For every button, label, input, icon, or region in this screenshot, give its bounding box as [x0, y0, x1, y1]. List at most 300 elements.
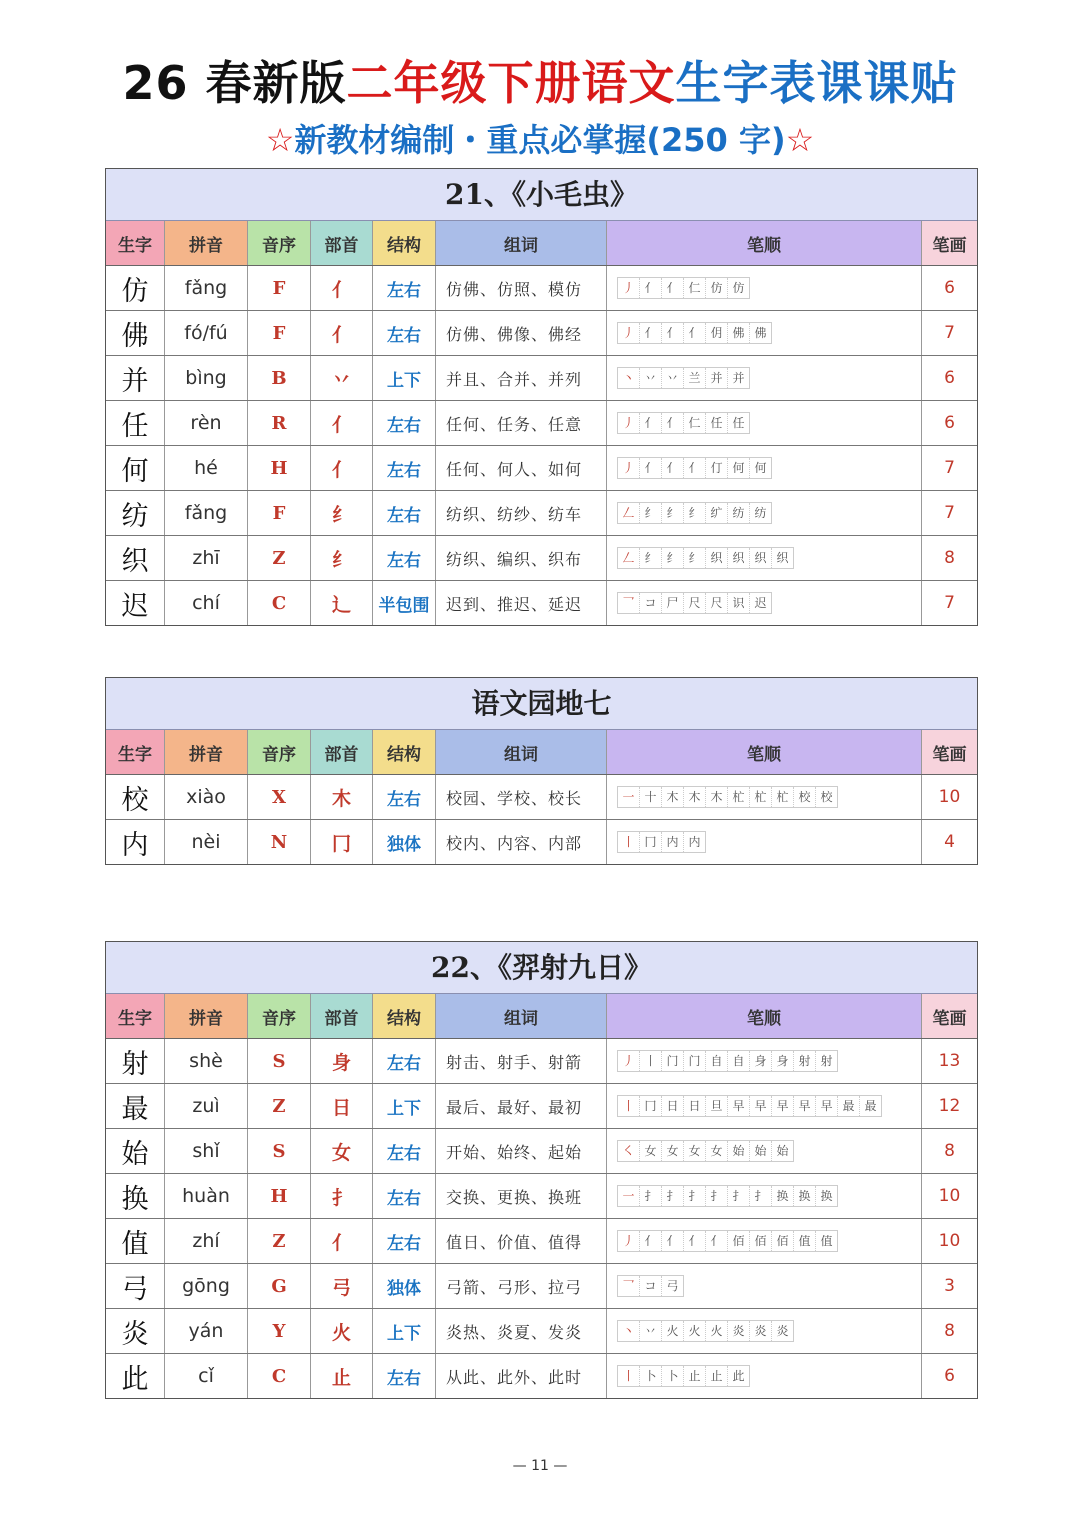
bishun-cell [607, 1354, 922, 1398]
bushou-cell: 纟 [311, 491, 373, 535]
bihua-cell: 7 [944, 503, 955, 523]
stroke-step: 织 [776, 551, 789, 565]
stroke-step: 早 [750, 1096, 772, 1116]
stroke-step: 亻 [684, 1231, 706, 1251]
stroke-step: 杧 [772, 787, 794, 807]
header-jiegou: 结构 [373, 730, 436, 774]
jiegou-cell: 左右 [373, 266, 436, 310]
stroke-step: 扌 [662, 1186, 684, 1206]
stroke-step: 射 [794, 1051, 816, 1071]
stroke-step: 值 [820, 1234, 833, 1248]
stroke-step: 女 [662, 1141, 684, 1161]
stroke-step: 仁 [684, 413, 706, 433]
jiegou-cell: 左右 [373, 1354, 436, 1398]
header-bushou: 部首 [311, 730, 373, 774]
stroke-step: 纟 [640, 548, 662, 568]
stroke-step: 最 [864, 1099, 877, 1113]
bihua-cell: 7 [944, 323, 955, 343]
stroke-step: 亻 [662, 413, 684, 433]
stroke-step: 佛 [728, 323, 750, 343]
table-row [106, 581, 977, 625]
bushou-cell: 亻 [311, 446, 373, 490]
title-part3: 生字表课课贴 [675, 56, 958, 110]
stroke-step: 换 [820, 1189, 833, 1203]
page-number: — 11 — [512, 1458, 568, 1474]
stroke-step: 亻 [640, 323, 662, 343]
table-row [106, 401, 977, 446]
lesson-table-21 [105, 168, 978, 626]
character-cell: 内 [106, 820, 165, 864]
stroke-step: 冂 [640, 832, 662, 852]
table-row [106, 775, 977, 820]
title-part1: 26 春新版 [122, 56, 347, 110]
stroke-step: 𠃋 [618, 503, 640, 523]
stroke-order-strip [617, 457, 772, 479]
pinyin-cell: yán [165, 1309, 248, 1353]
yinxu-cell: C [248, 581, 311, 625]
jiegou-cell: 上下 [373, 1309, 436, 1353]
stroke-step: 炎 [750, 1321, 772, 1341]
zuci-cell: 纺织、纺纱、纺车 [436, 491, 607, 535]
stroke-step: 内 [688, 835, 701, 849]
stroke-step: 止 [706, 1366, 728, 1386]
table-row [106, 1174, 977, 1219]
stroke-step: 迟 [754, 596, 767, 610]
bishun-cell [607, 491, 922, 535]
bushou-cell: 亻 [311, 266, 373, 310]
jiegou-cell: 左右 [373, 491, 436, 535]
table-row [106, 536, 977, 581]
header-bihua: 笔画 [922, 730, 977, 774]
stroke-step: 炎 [776, 1324, 789, 1338]
header-zuci: 组词 [436, 730, 607, 774]
stroke-step: 木 [706, 787, 728, 807]
stroke-order-strip [617, 1050, 838, 1072]
header-char: 生字 [106, 221, 165, 265]
stroke-step: 丨 [618, 1096, 640, 1116]
page-subtitle [0, 118, 1080, 162]
title-part2: 二年级下册语文 [346, 56, 676, 110]
table-row [106, 1264, 977, 1309]
stroke-order-strip [617, 547, 794, 569]
stroke-order-strip [617, 1185, 838, 1207]
stroke-step: 门 [662, 1051, 684, 1071]
zuci-cell: 仿佛、仿照、模仿 [436, 266, 607, 310]
stroke-step: 射 [820, 1054, 833, 1068]
header-yinxu: 音序 [248, 730, 311, 774]
stroke-step: 并 [706, 368, 728, 388]
character-cell: 迟 [106, 581, 165, 625]
bihua-cell: 6 [944, 278, 955, 298]
header-jiegou: 结构 [373, 221, 436, 265]
bishun-cell [607, 581, 922, 625]
stroke-step: 亻 [706, 1231, 728, 1251]
header-pinyin: 拼音 [165, 221, 248, 265]
stroke-step: コ [640, 1276, 662, 1296]
table-row [106, 491, 977, 536]
stroke-step: 丷 [640, 1321, 662, 1341]
zuci-cell: 炎热、炎夏、发炎 [436, 1309, 607, 1353]
stroke-step: 火 [706, 1321, 728, 1341]
stroke-step: 任 [706, 413, 728, 433]
bishun-cell [607, 1219, 922, 1263]
stroke-step: 扌 [728, 1186, 750, 1206]
stroke-step: 纟 [662, 548, 684, 568]
stroke-step: 丨 [618, 832, 640, 852]
stroke-step: 早 [816, 1096, 838, 1116]
stroke-step: 亻 [662, 458, 684, 478]
stroke-order-strip [617, 831, 706, 853]
header-jiegou: 结构 [373, 994, 436, 1038]
stroke-step: 并 [732, 371, 745, 385]
yinxu-cell: G [248, 1264, 311, 1308]
zuci-cell: 开始、始终、起始 [436, 1129, 607, 1173]
stroke-step: 亻 [684, 323, 706, 343]
bihua-cell: 10 [938, 787, 961, 807]
stroke-step: 杧 [728, 787, 750, 807]
yinxu-cell: B [248, 356, 311, 400]
zuci-cell: 交换、更换、换班 [436, 1174, 607, 1218]
bihua-cell: 6 [944, 368, 955, 388]
jiegou-cell: 左右 [373, 401, 436, 445]
jiegou-cell: 独体 [373, 1264, 436, 1308]
stroke-step: 内 [662, 832, 684, 852]
pinyin-cell: hé [165, 446, 248, 490]
stroke-order-strip [617, 592, 772, 614]
header-bihua: 笔画 [922, 221, 977, 265]
header-pinyin: 拼音 [165, 994, 248, 1038]
stroke-step: コ [640, 593, 662, 613]
pinyin-cell: gōng [165, 1264, 248, 1308]
stroke-step: 木 [684, 787, 706, 807]
stroke-step: 弓 [666, 1279, 679, 1293]
zuci-cell: 校内、内容、内部 [436, 820, 607, 864]
zuci-cell: 纺织、编织、织布 [436, 536, 607, 580]
yinxu-cell: Z [248, 1219, 311, 1263]
table-row [106, 1084, 977, 1129]
bushou-cell: 亻 [311, 311, 373, 355]
bihua-cell: 10 [938, 1231, 961, 1251]
character-cell: 并 [106, 356, 165, 400]
bushou-cell: 丷 [311, 356, 373, 400]
pinyin-cell: fǎng [165, 491, 248, 535]
stroke-step: 始 [728, 1141, 750, 1161]
jiegou-cell: 左右 [373, 536, 436, 580]
bishun-cell [607, 1309, 922, 1353]
stroke-step: 一 [618, 1186, 640, 1206]
bishun-cell [607, 1084, 922, 1128]
zuci-cell: 并且、合并、并列 [436, 356, 607, 400]
stroke-step: ㇛ [618, 1141, 640, 1161]
stroke-step: 识 [728, 593, 750, 613]
yinxu-cell: F [248, 311, 311, 355]
bushou-cell: 辶 [311, 581, 373, 625]
jiegou-cell: 左右 [373, 446, 436, 490]
stroke-step: 丿 [618, 278, 640, 298]
header-bishun: 笔顺 [607, 221, 922, 265]
pinyin-cell: fó/fú [165, 311, 248, 355]
section-title: 22、《羿射九日》 [106, 942, 977, 994]
character-cell: 纺 [106, 491, 165, 535]
yinxu-cell: F [248, 266, 311, 310]
zuci-cell: 射击、射手、射箭 [436, 1039, 607, 1083]
bishun-cell [607, 356, 922, 400]
bihua-cell: 4 [944, 832, 955, 852]
stroke-order-strip [617, 1230, 838, 1252]
character-cell: 值 [106, 1219, 165, 1263]
character-cell: 始 [106, 1129, 165, 1173]
stroke-step: 亻 [662, 278, 684, 298]
character-cell: 炎 [106, 1309, 165, 1353]
stroke-step: 扌 [684, 1186, 706, 1206]
yinxu-cell: C [248, 1354, 311, 1398]
stroke-step: 亻 [640, 278, 662, 298]
bushou-cell: 止 [311, 1354, 373, 1398]
stroke-step: 仿 [732, 281, 745, 295]
header-bishun: 笔顺 [607, 730, 922, 774]
table-header [106, 730, 977, 775]
header-char: 生字 [106, 730, 165, 774]
stroke-step: 此 [732, 1369, 745, 1383]
stroke-step: 扌 [640, 1186, 662, 1206]
stroke-step: 仁 [684, 278, 706, 298]
stroke-step: 卜 [662, 1366, 684, 1386]
stroke-step: 丿 [618, 458, 640, 478]
stroke-order-strip [617, 786, 838, 808]
stroke-step: 火 [662, 1321, 684, 1341]
stroke-step: 仴 [706, 323, 728, 343]
stroke-step: 亻 [640, 413, 662, 433]
header-pinyin: 拼音 [165, 730, 248, 774]
stroke-step: 丿 [618, 1231, 640, 1251]
jiegou-cell: 左右 [373, 311, 436, 355]
zuci-cell: 最后、最好、最初 [436, 1084, 607, 1128]
jiegou-cell: 半包围 [373, 581, 436, 625]
stroke-step: 止 [684, 1366, 706, 1386]
table-header [106, 994, 977, 1039]
stroke-step: 亻 [640, 1231, 662, 1251]
stroke-step: 纺 [754, 506, 767, 520]
stroke-step: 纟 [640, 503, 662, 523]
stroke-step: 杧 [750, 787, 772, 807]
stroke-step: 旦 [706, 1096, 728, 1116]
stroke-step: 尸 [662, 593, 684, 613]
stroke-step: 扌 [706, 1186, 728, 1206]
character-cell: 换 [106, 1174, 165, 1218]
stroke-step: 自 [728, 1051, 750, 1071]
bishun-cell [607, 311, 922, 355]
stroke-step: 始 [776, 1144, 789, 1158]
stroke-step: 纟 [684, 503, 706, 523]
stroke-step: 佰 [750, 1231, 772, 1251]
table-row [106, 266, 977, 311]
zuci-cell: 任何、何人、如何 [436, 446, 607, 490]
stroke-step: 早 [772, 1096, 794, 1116]
bihua-cell: 3 [944, 1276, 955, 1296]
stroke-step: 校 [794, 787, 816, 807]
bushou-cell: 冂 [311, 820, 373, 864]
stroke-step: 女 [640, 1141, 662, 1161]
table-body [106, 775, 977, 864]
table-row [106, 1219, 977, 1264]
yinxu-cell: H [248, 446, 311, 490]
stroke-step: 始 [750, 1141, 772, 1161]
bishun-cell [607, 446, 922, 490]
character-cell: 织 [106, 536, 165, 580]
stroke-step: 乛 [618, 593, 640, 613]
bihua-cell: 6 [944, 413, 955, 433]
header-zuci: 组词 [436, 994, 607, 1038]
bishun-cell [607, 775, 922, 819]
zuci-cell: 任何、任务、任意 [436, 401, 607, 445]
table-row [106, 1039, 977, 1084]
stroke-step: 女 [706, 1141, 728, 1161]
yinxu-cell: Z [248, 536, 311, 580]
bushou-cell: 火 [311, 1309, 373, 1353]
pinyin-cell: zhī [165, 536, 248, 580]
page-title [0, 55, 1080, 111]
stroke-order-strip [617, 412, 750, 434]
bushou-cell: 亻 [311, 401, 373, 445]
stroke-step: 仃 [706, 458, 728, 478]
table-row [106, 820, 977, 864]
bihua-cell: 13 [938, 1051, 961, 1071]
stroke-step: 身 [772, 1051, 794, 1071]
character-cell: 射 [106, 1039, 165, 1083]
stroke-step: 尺 [706, 593, 728, 613]
yinxu-cell: X [248, 775, 311, 819]
stroke-step: 换 [772, 1186, 794, 1206]
pinyin-cell: rèn [165, 401, 248, 445]
pinyin-cell: xiào [165, 775, 248, 819]
stroke-step: 早 [728, 1096, 750, 1116]
subtitle-text: 新教材编制・重点必掌握(250 字) [294, 121, 786, 159]
stroke-step: 值 [794, 1231, 816, 1251]
zuci-cell: 弓箭、弓形、拉弓 [436, 1264, 607, 1308]
yinxu-cell: H [248, 1174, 311, 1218]
jiegou-cell: 独体 [373, 820, 436, 864]
stroke-step: 亻 [640, 458, 662, 478]
bihua-cell: 8 [944, 1141, 955, 1161]
table-row [106, 1309, 977, 1354]
character-cell: 佛 [106, 311, 165, 355]
table-body [106, 1039, 977, 1398]
stroke-step: 日 [662, 1096, 684, 1116]
stroke-order-strip [617, 322, 772, 344]
stroke-step: 十 [640, 787, 662, 807]
jiegou-cell: 左右 [373, 1174, 436, 1218]
lesson-table-yuwen-yuandi-7 [105, 677, 978, 865]
bushou-cell: 木 [311, 775, 373, 819]
character-cell: 校 [106, 775, 165, 819]
stroke-step: 纺 [728, 503, 750, 523]
header-yinxu: 音序 [248, 221, 311, 265]
zuci-cell: 仿佛、佛像、佛经 [436, 311, 607, 355]
table-body [106, 266, 977, 625]
zuci-cell: 值日、价值、值得 [436, 1219, 607, 1263]
stroke-step: 卜 [640, 1366, 662, 1386]
stroke-step: 纟 [662, 503, 684, 523]
stroke-order-strip [617, 1095, 882, 1117]
bihua-cell: 8 [944, 1321, 955, 1341]
stroke-step: 丨 [640, 1051, 662, 1071]
bushou-cell: 女 [311, 1129, 373, 1173]
bishun-cell [607, 1129, 922, 1173]
pinyin-cell: chí [165, 581, 248, 625]
table-row [106, 1129, 977, 1174]
character-cell: 最 [106, 1084, 165, 1128]
yinxu-cell: S [248, 1039, 311, 1083]
pinyin-cell: shǐ [165, 1129, 248, 1173]
header-bihua: 笔画 [922, 994, 977, 1038]
bushou-cell: 扌 [311, 1174, 373, 1218]
table-row [106, 446, 977, 491]
zuci-cell: 迟到、推迟、延迟 [436, 581, 607, 625]
stroke-order-strip [617, 367, 750, 389]
stroke-step: 任 [732, 416, 745, 430]
pinyin-cell: fǎng [165, 266, 248, 310]
stroke-step: 丿 [618, 323, 640, 343]
bushou-cell: 弓 [311, 1264, 373, 1308]
header-bushou: 部首 [311, 994, 373, 1038]
jiegou-cell: 左右 [373, 775, 436, 819]
yinxu-cell: F [248, 491, 311, 535]
character-cell: 任 [106, 401, 165, 445]
character-cell: 何 [106, 446, 165, 490]
bishun-cell [607, 266, 922, 310]
table-row [106, 356, 977, 401]
bihua-cell: 7 [944, 458, 955, 478]
pinyin-cell: cǐ [165, 1354, 248, 1398]
bihua-cell: 8 [944, 548, 955, 568]
lesson-table-22 [105, 941, 978, 1399]
stroke-order-strip [617, 1275, 684, 1297]
table-row [106, 1354, 977, 1398]
stroke-step: 织 [750, 548, 772, 568]
stroke-step: 亻 [684, 458, 706, 478]
stroke-step: 最 [838, 1096, 860, 1116]
stroke-step: 纟 [684, 548, 706, 568]
header-bushou: 部首 [311, 221, 373, 265]
stroke-step: 佛 [754, 326, 767, 340]
stroke-step: 校 [820, 790, 833, 804]
stroke-step: 尺 [684, 593, 706, 613]
bushou-cell: 日 [311, 1084, 373, 1128]
bihua-cell: 6 [944, 1366, 955, 1386]
stroke-step: 何 [754, 461, 767, 475]
stroke-step: 木 [662, 787, 684, 807]
zuci-cell: 从此、此外、此时 [436, 1354, 607, 1398]
pinyin-cell: zuì [165, 1084, 248, 1128]
stroke-step: 冂 [640, 1096, 662, 1116]
stroke-order-strip [617, 502, 772, 524]
bishun-cell [607, 1174, 922, 1218]
pinyin-cell: shè [165, 1039, 248, 1083]
stroke-order-strip [617, 277, 750, 299]
stroke-step: 早 [794, 1096, 816, 1116]
bushou-cell: 身 [311, 1039, 373, 1083]
bishun-cell [607, 820, 922, 864]
stroke-step: 丿 [618, 413, 640, 433]
jiegou-cell: 上下 [373, 356, 436, 400]
stroke-order-strip [617, 1140, 794, 1162]
stroke-step: 丷 [640, 368, 662, 388]
stroke-step: 丶 [618, 1321, 640, 1341]
pinyin-cell: bìng [165, 356, 248, 400]
yinxu-cell: S [248, 1129, 311, 1173]
stroke-step: 纩 [706, 503, 728, 523]
stroke-step: 日 [684, 1096, 706, 1116]
